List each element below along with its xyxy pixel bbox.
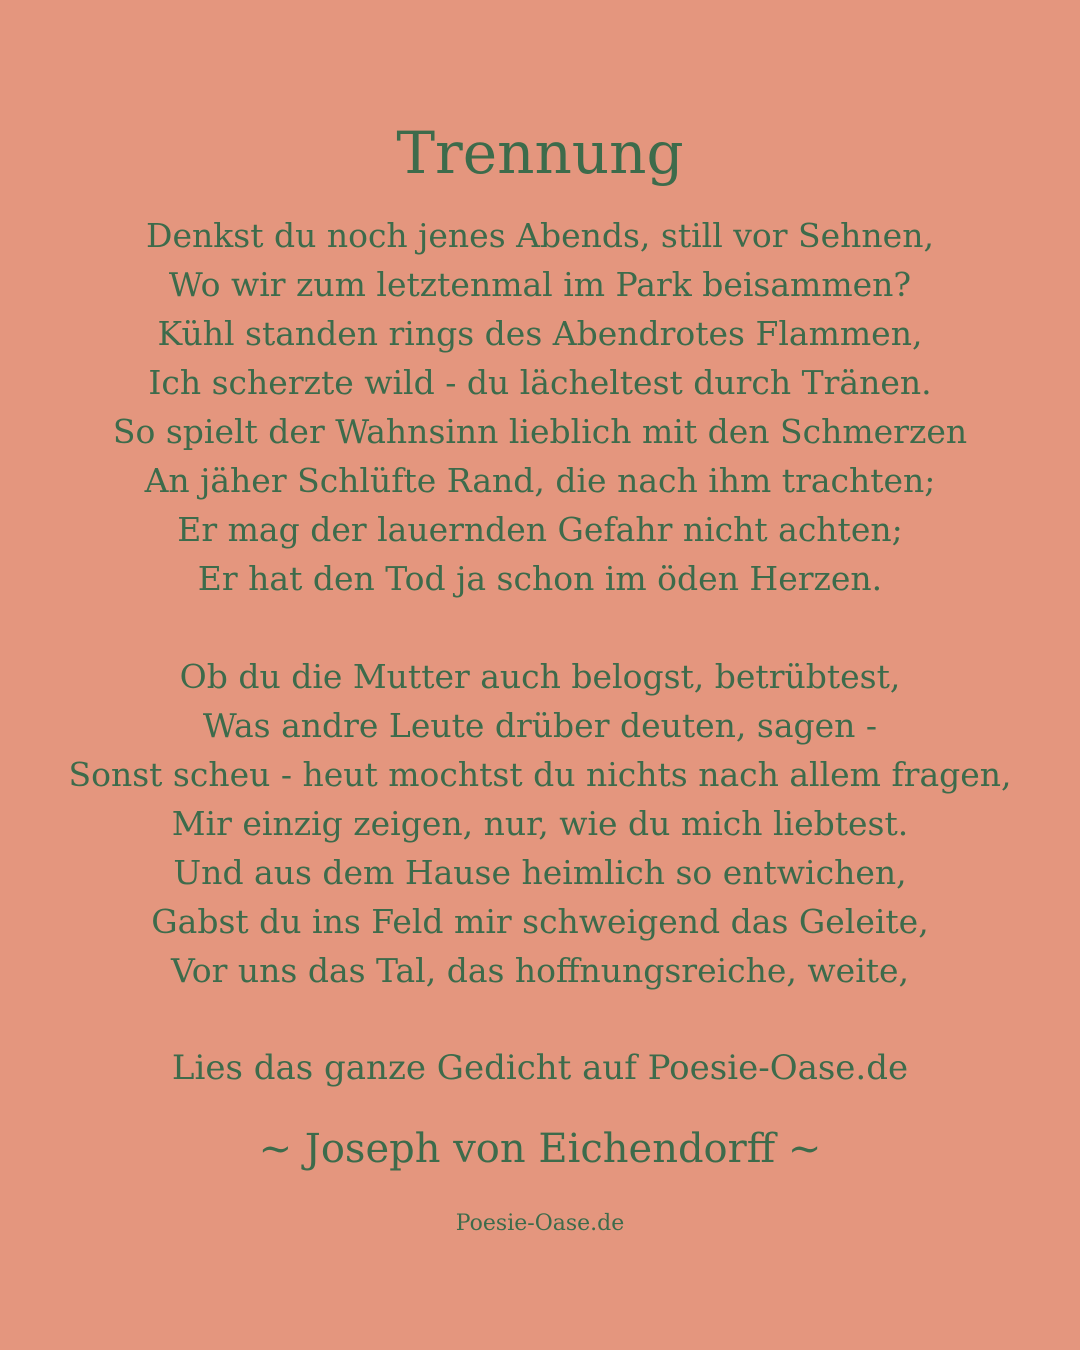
poem-line: Mir einzig zeigen, nur, wie du mich liebtest. bbox=[171, 804, 909, 843]
poem-line: Denkst du noch jenes Abends, still vor Sehnen, bbox=[146, 216, 934, 255]
stanza-1 bbox=[0, 211, 1080, 603]
poem-line: An jäher Schlüfte Rand, die nach ihm trachten; bbox=[144, 461, 936, 500]
poem-line: Gabst du ins Feld mir schweigend das Geleite, bbox=[151, 902, 929, 941]
poem-line: Er hat den Tod ja schon im öden Herzen. bbox=[197, 559, 883, 598]
poem-line: Ob du die Mutter auch belogst, betrübtest, bbox=[179, 657, 901, 696]
site-watermark: Poesie-Oase.de bbox=[455, 1211, 625, 1236]
poem-line: Wo wir zum letztenmal im Park beisammen? bbox=[168, 265, 912, 304]
poem-line: Vor uns das Tal, das hoffnungsreiche, weite, bbox=[170, 951, 910, 990]
poem-author: ~ Joseph von Eichendorff ~ bbox=[258, 1126, 822, 1172]
poem-line: Und aus dem Hause heimlich so entwichen, bbox=[173, 853, 907, 892]
stanza-2 bbox=[0, 652, 1080, 995]
read-more-note: Lies das ganze Gedicht auf Poesie-Oase.de bbox=[171, 1048, 909, 1088]
poem-line: So spielt der Wahnsinn lieblich mit den Schmerzen bbox=[112, 412, 968, 451]
poem-title: Trennung bbox=[396, 119, 684, 187]
poem-line: Sonst scheu - heut mochtst du nichts nach allem fragen, bbox=[68, 755, 1012, 794]
poem-line: Was andre Leute drüber deuten, sagen - bbox=[202, 706, 878, 745]
poem-line: Ich scherzte wild - du lächeltest durch Tränen. bbox=[148, 363, 932, 402]
poem-line: Kühl standen rings des Abendrotes Flammen, bbox=[157, 314, 923, 353]
poem-line: Er mag der lauernden Gefahr nicht achten; bbox=[177, 510, 903, 549]
